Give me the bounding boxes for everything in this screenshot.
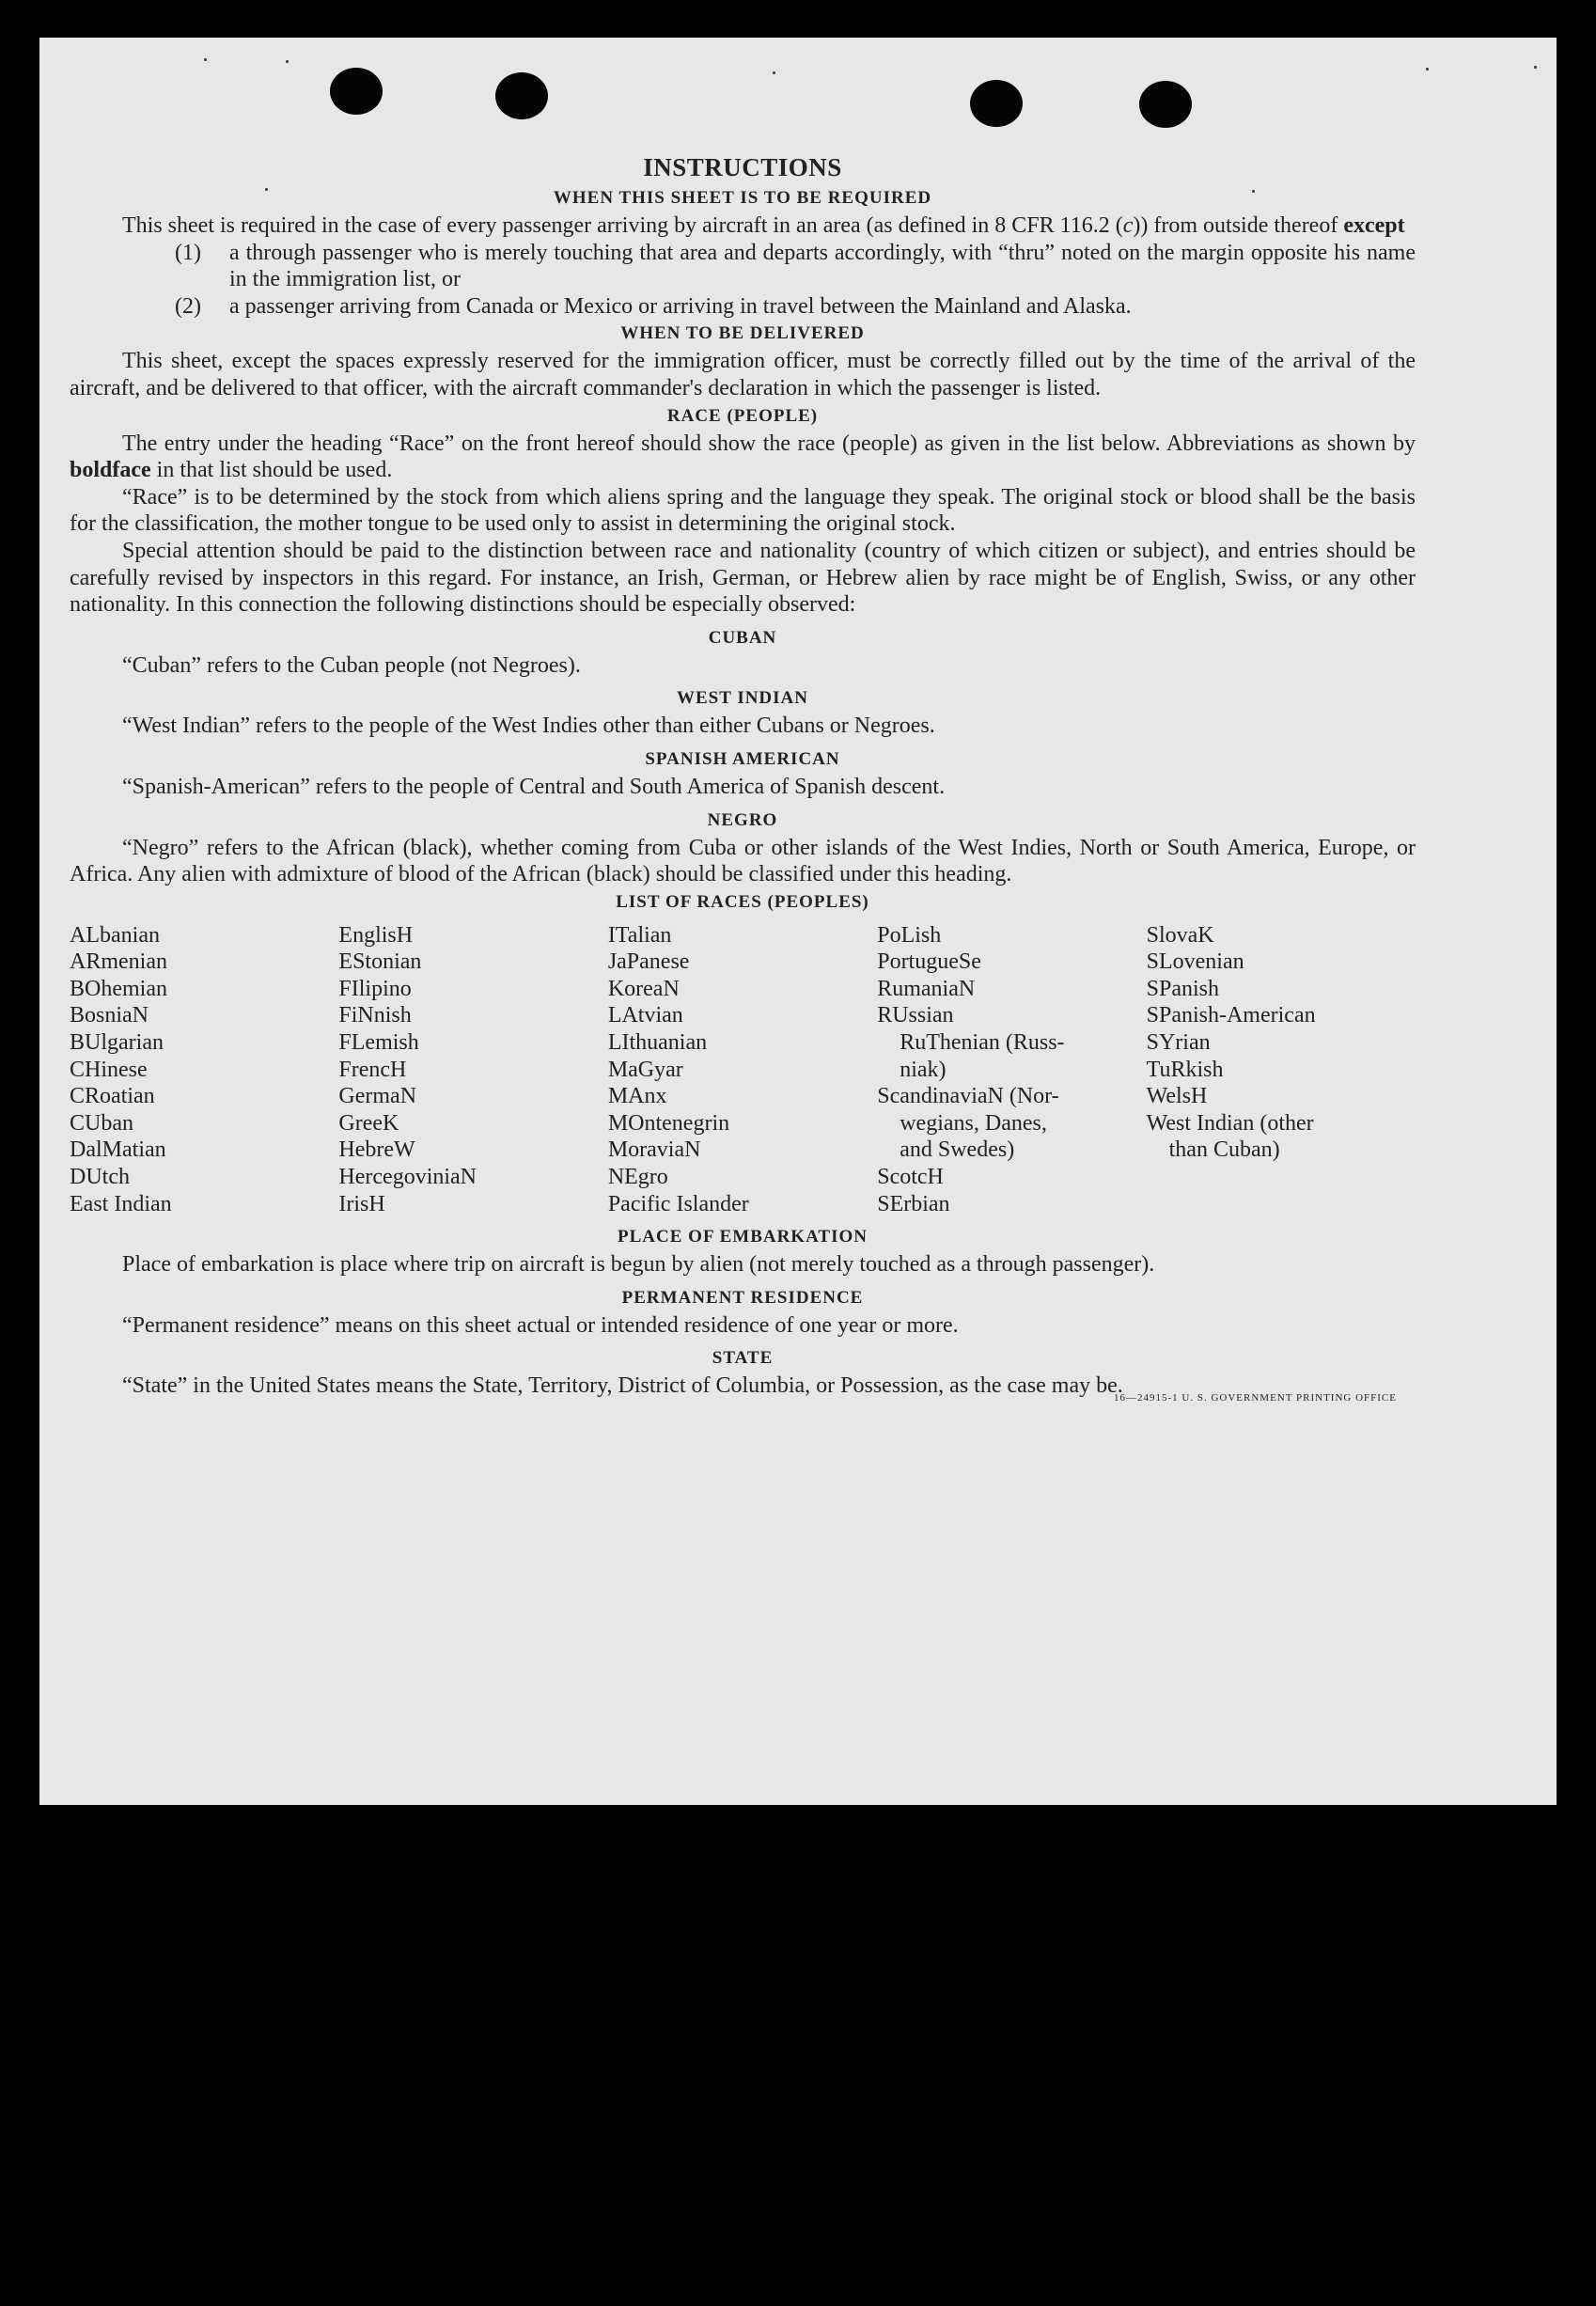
- race-entry: FrencH: [338, 1057, 407, 1082]
- race-entry: FIlipino: [338, 976, 412, 1001]
- punch-hole: [970, 80, 1023, 127]
- race-entry: EStonian: [338, 949, 422, 975]
- heading-negro: NEGRO: [707, 809, 778, 830]
- race-entry: MOntenegrin: [607, 1110, 730, 1136]
- race-entry: SPanish-American: [1146, 1003, 1316, 1028]
- residence-text: “Permanent residence” means on this sheet actual or intended residence of one year or more.: [122, 1312, 959, 1338]
- race-entry: HercegoviniaN: [338, 1165, 477, 1190]
- paper-speck: [1426, 68, 1429, 71]
- race-entry: LIthuanian: [607, 1030, 708, 1056]
- race-entry: SlovaK: [1146, 922, 1214, 948]
- embarkation-text: Place of embarkation is place where trip on aircraft is begun by alien (not merely touched as a through passenger).: [122, 1252, 1155, 1278]
- heading-cuban: CUBAN: [708, 627, 777, 648]
- race-entry: FiNnish: [338, 1003, 412, 1028]
- race-entry: SPanish: [1146, 976, 1219, 1001]
- cuban-text: “Cuban” refers to the Cuban people (not Negroes).: [122, 652, 581, 678]
- paper-speck: [204, 58, 207, 61]
- races-list: [70, 922, 1416, 1218]
- punch-hole: [495, 72, 548, 119]
- race-entry: ScandinaviaN (Nor-: [877, 1084, 1059, 1109]
- item-text: a passenger arriving from Canada or Mexico or arriving in travel between the Mainland and Alaska.: [229, 293, 1132, 319]
- race-entry: than Cuban): [1168, 1137, 1280, 1163]
- race-entry: KoreaN: [607, 976, 680, 1001]
- race-entry: HebreW: [338, 1137, 415, 1163]
- race-entry: LAtvian: [607, 1003, 683, 1028]
- race-entry: NEgro: [607, 1165, 668, 1190]
- item-number: (1): [175, 240, 201, 265]
- races-column-2: [338, 922, 607, 1218]
- race-entry: PortugueSe: [877, 949, 981, 975]
- race-entry: wegians, Danes,: [900, 1110, 1047, 1136]
- races-column-3: [608, 922, 877, 1218]
- race-entry: ARmenian: [70, 949, 167, 975]
- heading-state: STATE: [712, 1348, 774, 1369]
- required-intro: [70, 212, 1416, 240]
- state-text: “State” in the United States means the State, Territory, District of Columbia, or Possession, as the case may be.: [122, 1373, 1123, 1399]
- race-entry: East Indian: [70, 1191, 172, 1216]
- race-entry: GermaN: [338, 1084, 417, 1109]
- race-entry: West Indian (other: [1146, 1110, 1314, 1136]
- race-entry: GreeK: [338, 1110, 399, 1136]
- paper-speck: [773, 71, 775, 74]
- races-column-1: [70, 922, 338, 1218]
- race-p1-bold: boldface: [70, 458, 151, 483]
- item-number: (2): [175, 293, 201, 319]
- race-entry: RuThenian (Russ-: [900, 1030, 1065, 1056]
- page-title: INSTRUCTIONS: [643, 153, 842, 181]
- race-entry: CUban: [70, 1110, 133, 1136]
- race-entry: niak): [900, 1057, 947, 1082]
- heading-when-delivered: WHEN TO BE DELIVERED: [620, 323, 865, 344]
- race-entry: TuRkish: [1146, 1057, 1224, 1082]
- punch-hole: [330, 68, 383, 115]
- negro-text: “Negro” refers to the African (black), whether coming from Cuba or other islands of the West Indies, North or South America, Europe, or Africa. Any alien with admixture of blood of the African (black) should be classified under this heading.: [70, 835, 1416, 887]
- race-entry: IrisH: [338, 1191, 385, 1216]
- printing-office-footer: 16—24915-1 U. S. GOVERNMENT PRINTING OFFICE: [1113, 1392, 1397, 1404]
- heading-permanent-residence: PERMANENT RESIDENCE: [621, 1287, 864, 1308]
- race-entry: CHinese: [70, 1057, 148, 1082]
- race-entry: SYrian: [1146, 1030, 1211, 1056]
- west-indian-text: “West Indian” refers to the people of the West Indies other than either Cubans or Negroes.: [122, 714, 935, 739]
- races-column-4: [877, 922, 1146, 1218]
- instruction-sheet: [39, 38, 1557, 1805]
- race-p1-text-b: in that list should be used.: [150, 458, 393, 483]
- race-entry: BOhemian: [70, 976, 167, 1001]
- race-entry: ALbanian: [70, 922, 160, 948]
- delivered-text: This sheet, except the spaces expressly reserved for the immigration officer, must be correctly filled out by the time of the arrival of the aircraft, and be delivered to that officer, with the aircraft commander's declaration in which the passenger is listed.: [70, 349, 1416, 400]
- required-intro-text-b: )) from outside thereof: [1133, 213, 1344, 238]
- race-entry: RUssian: [877, 1003, 954, 1028]
- race-entry: WelsH: [1146, 1084, 1208, 1109]
- race-entry: SLovenian: [1146, 949, 1244, 975]
- required-intro-paragraph-ref: c: [1122, 213, 1134, 238]
- race-entry: PoLish: [877, 922, 942, 948]
- required-intro-except: except: [1343, 213, 1405, 238]
- race-entry: RumaniaN: [877, 976, 976, 1001]
- heading-when-required: WHEN THIS SHEET IS TO BE REQUIRED: [553, 188, 932, 208]
- instructions-body: [70, 150, 1416, 1412]
- race-entry: MaGyar: [607, 1057, 683, 1082]
- paper-speck: [1534, 66, 1537, 69]
- required-item-1: [175, 240, 1416, 293]
- required-intro-text-a: This sheet is required in the case of every passenger arriving by aircraft in an area (as defined in 8 CFR 116.2 (: [122, 213, 1123, 238]
- heading-place-of-embarkation: PLACE OF EMBARKATION: [618, 1227, 868, 1247]
- heading-list-of-races: LIST OF RACES (PEOPLES): [616, 891, 869, 912]
- race-entry: CRoatian: [70, 1084, 155, 1109]
- race-entry: DUtch: [70, 1165, 130, 1190]
- race-entry: MAnx: [607, 1084, 667, 1109]
- race-p1-text-a: The entry under the heading “Race” on the front hereof should show the race (people) as given in the list below. Abbreviations as shown by: [122, 431, 1416, 456]
- race-entry: Pacific Islander: [607, 1191, 749, 1216]
- race-paragraph-2: “Race” is to be determined by the stock from which aliens spring and the language they speak. The original stock or blood shall be the basis for the classification, the mother tongue to be used only to assist in determining the original stock.: [70, 484, 1416, 537]
- race-entry: ScotcH: [877, 1165, 944, 1190]
- punch-hole: [1139, 81, 1192, 128]
- race-entry: MoraviaN: [607, 1137, 701, 1163]
- race-paragraph-1: [70, 431, 1416, 484]
- race-paragraph-3: Special attention should be paid to the distinction between race and nationality (country of which citizen or subject), and entries should be carefully revised by inspectors in this regard. For instance, an Irish, German, or Hebrew alien by race might be of English, Swiss, or any other nationality. In this connection the following distinctions should be especially observed:: [70, 538, 1416, 618]
- race-entry: SErbian: [877, 1191, 950, 1216]
- race-entry: ITalian: [607, 922, 672, 948]
- race-entry: DalMatian: [70, 1137, 166, 1163]
- race-entry: FLemish: [338, 1030, 419, 1056]
- required-item-2: [175, 293, 1416, 321]
- heading-west-indian: WEST INDIAN: [677, 688, 808, 709]
- paper-speck: [286, 60, 289, 63]
- spanish-american-text: “Spanish-American” refers to the people of Central and South America of Spanish descent.: [122, 774, 946, 799]
- race-entry: JaPanese: [607, 949, 690, 975]
- race-entry: BUlgarian: [70, 1030, 164, 1056]
- races-column-5: [1147, 922, 1416, 1218]
- item-text: a through passenger who is merely touching that area and departs accordingly, with “thru” noted on the margin opposite his name in the immigration list, or: [229, 240, 1416, 292]
- race-entry: BosniaN: [70, 1003, 149, 1028]
- heading-race: RACE (PEOPLE): [666, 405, 819, 426]
- race-entry: EnglisH: [338, 922, 414, 948]
- heading-spanish-american: SPANISH AMERICAN: [645, 748, 840, 769]
- race-entry: and Swedes): [900, 1137, 1015, 1163]
